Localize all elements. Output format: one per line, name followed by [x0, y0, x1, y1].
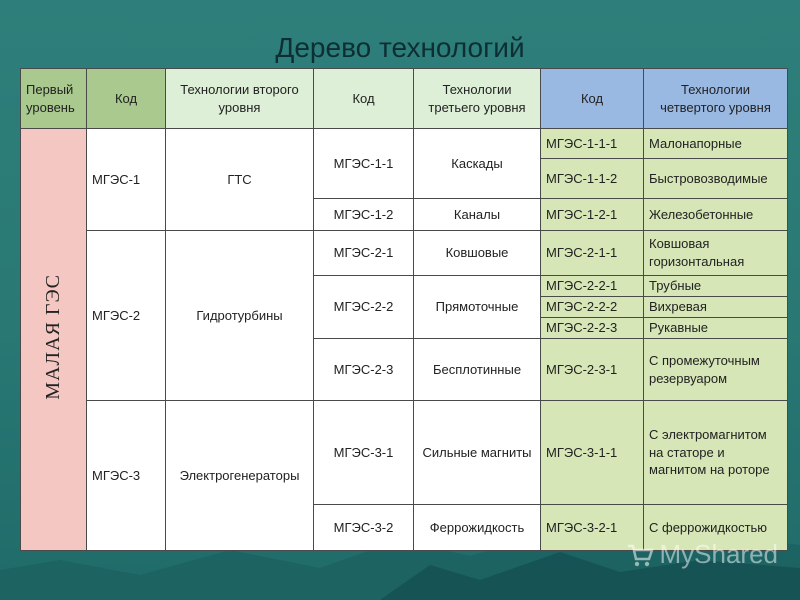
group-code: МГЭС-3 — [87, 401, 166, 551]
item-name: Железобетонные — [644, 199, 788, 231]
sub-code: МГЭС-3-2 — [314, 505, 414, 551]
header-code2: Код — [314, 69, 414, 129]
item-name: Вихревая — [644, 297, 788, 318]
table-row — [21, 129, 788, 159]
group-name: Гидротурбины — [166, 231, 314, 401]
item-name: Малонапорные — [644, 129, 788, 159]
group-name: Электрогенераторы — [166, 401, 314, 551]
item-name: С электромагнитом на статоре и магнитом на роторе — [644, 401, 788, 505]
header-level1: Первый уровень — [21, 69, 87, 129]
item-code: МГЭС-2-3-1 — [541, 339, 644, 401]
item-code: МГЭС-2-2-1 — [541, 276, 644, 297]
item-name: Быстровозводимые — [644, 159, 788, 199]
sub-name: Ковшовые — [414, 231, 541, 276]
header-row — [21, 69, 788, 129]
header-code3: Код — [541, 69, 644, 129]
watermark-text: MyShared — [659, 539, 778, 569]
sub-code: МГЭС-2-2 — [314, 276, 414, 339]
table-row — [21, 401, 788, 505]
item-name: Рукавные — [644, 318, 788, 339]
item-code: МГЭС-2-1-1 — [541, 231, 644, 276]
sub-code: МГЭС-2-3 — [314, 339, 414, 401]
sub-code: МГЭС-1-2 — [314, 199, 414, 231]
group-code: МГЭС-1 — [87, 129, 166, 231]
item-code: МГЭС-2-2-3 — [541, 318, 644, 339]
technology-tree-table — [20, 68, 788, 551]
watermark — [626, 539, 779, 570]
sub-code: МГЭС-2-1 — [314, 231, 414, 276]
item-name: С промежуточным резервуаром — [644, 339, 788, 401]
group-code: МГЭС-2 — [87, 231, 166, 401]
group-name: ГТС — [166, 129, 314, 231]
sub-code: МГЭС-3-1 — [314, 401, 414, 505]
sub-name: Сильные магниты — [414, 401, 541, 505]
header-code1: Код — [87, 69, 166, 129]
side-label: МАЛАЯ ГЭС — [42, 274, 64, 401]
item-code: МГЭС-2-2-2 — [541, 297, 644, 318]
item-name: Ковшовая горизонтальная — [644, 231, 788, 276]
item-name: Трубные — [644, 276, 788, 297]
side-label-cell — [21, 129, 87, 551]
page-title: Дерево технологий — [275, 32, 525, 63]
table-row — [21, 231, 788, 276]
sub-name: Бесплотинные — [414, 339, 541, 401]
sub-code: МГЭС-1-1 — [314, 129, 414, 199]
sub-name: Каскады — [414, 129, 541, 199]
sub-name: Феррожидкость — [414, 505, 541, 551]
item-code: МГЭС-3-2-1 — [541, 505, 644, 551]
header-level3: Технологии третьего уровня — [414, 69, 541, 129]
item-code: МГЭС-1-2-1 — [541, 199, 644, 231]
item-name: С феррожидкостью — [644, 505, 788, 551]
header-level4: Технологии четвертого уровня — [644, 69, 788, 129]
shopping-cart-icon — [626, 541, 654, 569]
item-code: МГЭС-1-1-2 — [541, 159, 644, 199]
header-level2: Технологии второго уровня — [166, 69, 314, 129]
sub-name: Каналы — [414, 199, 541, 231]
sub-name: Прямоточные — [414, 276, 541, 339]
item-code: МГЭС-3-1-1 — [541, 401, 644, 505]
item-code: МГЭС-1-1-1 — [541, 129, 644, 159]
